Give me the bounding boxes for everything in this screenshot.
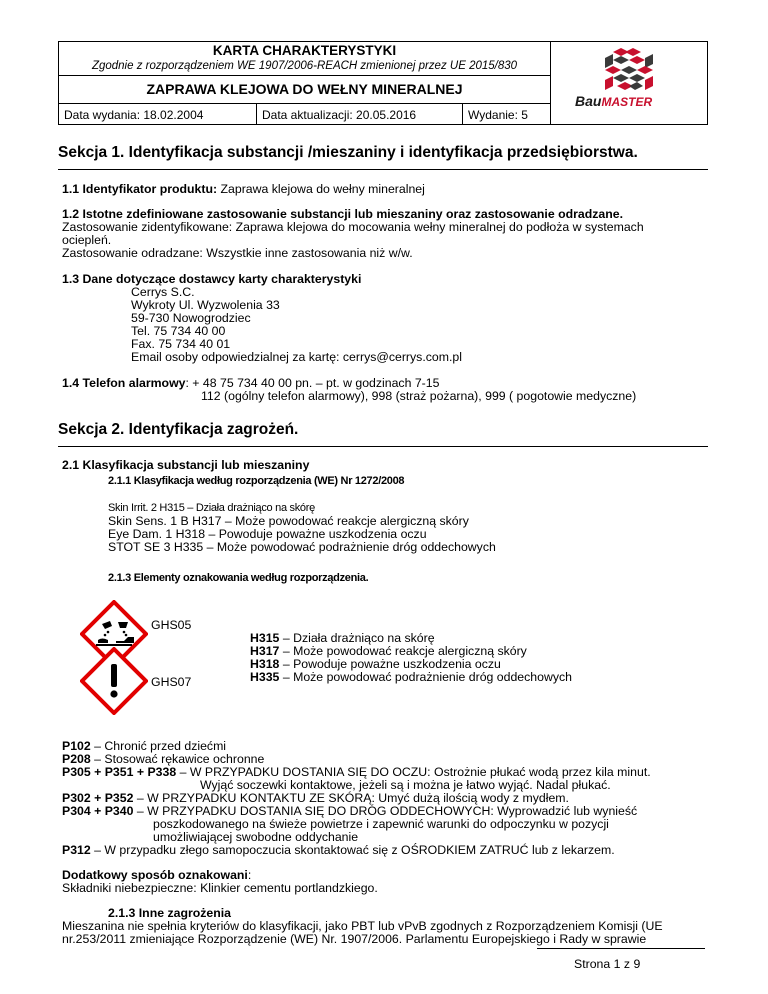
p-code: P102 [62,739,91,753]
logo-wordmark [575,94,652,109]
h-code: H317 [250,644,280,658]
p-code: P304 + P340 [62,804,134,818]
document-subtitle: Zgodnie z rozporządzeniem WE 1907/2006-REACH zmienionej przez UE 2015/830 [91,60,518,72]
supplier-name: Cerrys S.C. [131,285,195,299]
p-code: P302 + P352 [62,791,134,805]
other-hazards-line1: Mieszanina nie spełnia kryteriów do klasyfikacji, jako PBT lub vPvB zgodnych z Rozporządzeniem Komisji (UE [62,919,663,933]
product-name: ZAPRAWA KLEJOWA DO WEŁNY MINERALNEJ [146,81,463,97]
s213-label: 2.1.3 Elementy oznakowania według rozporządzenia. [108,572,369,584]
additional-colon: : [247,868,252,882]
h-text: – Może powodować reakcje alergiczną skóry [279,644,527,658]
ghs05-label: GHS05 [151,618,192,632]
h-text: – Działa drażniąco na skórę [279,631,435,645]
p-text: – W przypadku złego samopoczucia skontaktować się z OŚRODKIEM ZATRUĆ lub z lekarzem. [90,843,615,857]
document-title: KARTA CHARAKTERYSTYKI [212,43,397,58]
h-code: H318 [250,657,280,671]
other-hazards-line2: nr.253/2011 zmieniające Rozporządzenie (WE) Nr. 1907/2006. Parlamentu Europejskiego i Rady w sprawie [62,932,647,946]
s12-line3: Zastosowanie odradzane: Wszystkie inne zastosowania niż w/w. [62,246,413,260]
h-statement [250,631,572,644]
s11-line [62,182,425,196]
classification-item: Skin Sens. 1 B H317 – Może powodować reakcje alergiczną skóry [108,514,469,528]
update-date-cell [257,104,463,124]
additional-labeling [62,868,251,882]
s12-line1: Zastosowanie zidentyfikowane: Zaprawa klejowa do mocowania wełny mineralnej do podłoża w systemach [62,220,644,234]
s213b-label: 2.1.3 Inne zagrożenia [108,906,232,920]
classification-list [108,501,496,553]
s14-label: 1.4 Telefon alarmowy [62,376,186,390]
ghs07-exclamation-icon [80,647,148,715]
p305-statement-cont: Wyjąć soczewki kontaktowe, jeżeli są i można je łatwo wyjąć. Nadal płukać. [200,778,611,792]
issue-date-cell [59,104,257,124]
p304-statement-cont: poszkodowanego na świeże powietrze i zapewnić warunki do odpoczynku w pozycji [153,817,609,831]
p-text: – W PRZYPADKU KONTAKTU ZE SKÓRĄ: Umyć dużą ilością wody z mydłem. [133,791,569,805]
s12-line2: ociepleń. [62,233,112,247]
p-text: – Stosować rękawice ochronne [90,752,265,766]
logo-text-bau: Bau [575,93,602,109]
baumaster-logo [551,42,707,124]
h-code: H315 [250,631,280,645]
p102-statement [62,739,226,753]
classification-item: Skin Irrit. 2 H315 – Działa drażniąco na skórę [108,502,315,514]
p208-statement [62,752,264,766]
page-number: Strona 1 z 9 [574,957,641,971]
additional-label: Dodatkowy sposób oznakowani [62,868,248,882]
logo-mark-icon [551,42,707,124]
classification-item: Eye Dam. 1 H318 – Powoduje poważne uszkodzenia oczu [108,527,427,541]
p-code: P305 + P351 + P338 [62,765,177,779]
h-statement [250,644,572,657]
s11-value: Zaprawa klejowa do wełny mineralnej [217,182,425,196]
supplier-tel: Tel. 75 734 40 00 [131,324,226,338]
p302-statement [62,791,569,805]
s12-label: 1.2 Istotne zdefiniowane zastosowanie substancji lub mieszaniny oraz zastosowanie odradzane. [62,207,624,221]
header-title-row [59,42,550,76]
section2-title: Sekcja 2. Identyfikacja zagrożeń. [58,421,299,438]
classification-item: STOT SE 3 H335 – Może powodować podrażnienie dróg oddechowych [108,540,496,554]
supplier-city: 59-730 Nowogrodziec [131,311,251,325]
header-table [58,41,708,125]
section2-divider [58,446,708,447]
p304-statement [62,804,637,818]
additional-text: Składniki niebezpieczne: Klinkier cementu portlandzkiego. [62,881,378,895]
logo-text-master: MASTER [601,95,653,109]
p-code: P312 [62,843,91,857]
h-statement [250,670,572,683]
update-date: Data aktualizacji: 20.05.2016 [262,108,417,122]
p-text: – Chronić przed dziećmi [90,739,227,753]
p305-statement [62,765,651,779]
h-statement-list [250,631,572,683]
issue-date: Data wydania: 18.02.2004 [64,108,204,122]
ghs07-label: GHS07 [151,675,192,689]
footer-rule [537,948,705,949]
s14-line1 [62,376,439,390]
h-text: – Może powodować podrażnienie dróg oddechowych [279,670,572,684]
supplier-fax: Fax. 75 734 40 01 [131,337,231,351]
supplier-street: Wykroty Ul. Wyzwolenia 33 [131,298,280,312]
p-text: – W PRZYPADKU DOSTANIA SIĘ DO OCZU: Ostrożnie płukać wodą przez kila minut. [176,765,651,779]
edition: Wydanie: 5 [468,108,528,122]
h-code: H335 [250,670,280,684]
header-dates-row [59,104,550,124]
p312-statement [62,843,615,857]
h-text: – Powoduje poważne uszkodzenia oczu [279,657,501,671]
h-statement [250,657,572,670]
s14-text1: : + 48 75 734 40 00 pn. – pt. w godzinach 7-15 [185,376,440,390]
section1-title: Sekcja 1. Identyfikacja substancji /mieszaniny i identyfikacja przedsiębiorstwa. [58,144,638,161]
s14-line2: 112 (ogólny telefon alarmowy), 998 (straż pożarna), 999 ( pogotowie medyczne) [201,389,637,403]
s21-label: 2.1 Klasyfikacja substancji lub mieszaniny [62,458,310,472]
supplier-email: Email osoby odpowiedzialnej za kartę: cerrys@cerrys.com.pl [131,350,462,364]
edition-cell [463,104,550,124]
header-left-block [59,42,551,124]
supplier-block [131,285,462,363]
p-code: P208 [62,752,91,766]
section1-divider [58,169,708,170]
header-product-row [59,76,550,104]
s11-label: 1.1 Identyfikator produktu: [62,182,218,196]
p-text: – W PRZYPADKU DOSTANIA SIĘ DO DRÓG ODDECHOWYCH: Wyprowadzić lub wynieść [133,804,638,818]
s13-label: 1.3 Dane dotyczące dostawcy karty charakterystyki [62,272,362,286]
p304-statement-cont2: umożliwiającej swobodne oddychanie [153,830,359,844]
s211-label: 2.1.1 Klasyfikacja według rozporządzenia (WE) Nr 1272/2008 [108,475,405,487]
